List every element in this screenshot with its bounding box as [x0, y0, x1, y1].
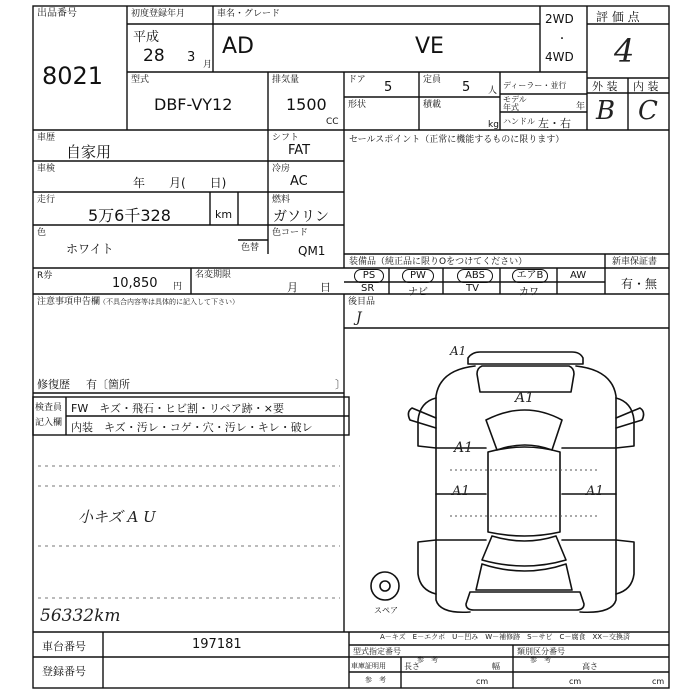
- inspector-line-interior: 内装 キズ・汚レ・コゲ・穴・汚レ・キレ・破レ: [71, 421, 313, 434]
- category-label: 類別区分番号: [517, 647, 565, 656]
- damage-legend: A－キズ E－エクボ U－凹み W－補修跡 S－サビ C－腐食 XX－交換済: [380, 633, 631, 641]
- equipment-pw: PW: [402, 269, 434, 283]
- damage-mark-right-door: A1: [586, 484, 604, 499]
- chassis-number-label: 車台番号: [42, 640, 86, 653]
- repaint-label: 色替: [241, 243, 260, 253]
- equipment-tv: TV: [466, 283, 479, 294]
- equipment-aw: AW: [570, 270, 587, 281]
- garage-cert-label: 車庫証明用: [351, 662, 386, 670]
- score: 4: [614, 32, 635, 70]
- width-label: 幅: [492, 662, 500, 671]
- type-designation-label: 型式指定番号: [353, 647, 401, 656]
- handwritten-mileage: 56332km: [40, 606, 121, 626]
- shift: FAT: [288, 143, 311, 158]
- garage-cert-ref: 参 考: [365, 676, 386, 684]
- model-year-label: モデル年式: [503, 95, 527, 112]
- inspection-value: 年 月( 日): [133, 176, 227, 190]
- inspector-handwritten-note: 小キズ A U: [78, 508, 156, 526]
- equipment-label: 装備品（純正品に限りOをつけてください）: [349, 257, 528, 267]
- exterior-label: 外 装: [592, 80, 618, 93]
- lot-number-label: 出品番号: [37, 8, 77, 19]
- type-label: 型式: [131, 75, 150, 85]
- usage-label: 車歴: [37, 133, 56, 143]
- name-change-label: 名変期限: [195, 270, 232, 280]
- notes-label: 注意事項申告欄: [37, 297, 101, 307]
- shift-label: シフト: [272, 133, 300, 143]
- recycle-label: R券: [37, 271, 53, 281]
- equipment-airbag: エアB: [512, 269, 548, 283]
- inspector-label-bottom: 記入欄: [35, 418, 63, 428]
- length-unit: cm: [476, 677, 489, 686]
- repair-history-value: 有〔箇所: [86, 378, 130, 391]
- notes-subtitle: （不具合内容等は具体的に記入して下さい）: [99, 298, 239, 306]
- inspection-label: 車検: [37, 164, 56, 174]
- shape-label: 形状: [348, 100, 367, 110]
- equipment-sr: SR: [361, 283, 375, 294]
- aircon-label: 冷房: [272, 164, 291, 174]
- first-registration-label: 初度登録年月: [131, 9, 186, 19]
- interior-label: 内 装: [633, 80, 659, 93]
- month-unit: 月: [203, 60, 213, 70]
- color-code: QM1: [298, 244, 326, 258]
- lot-number: 8021: [42, 62, 104, 90]
- rear-seat-mark: J: [356, 310, 362, 326]
- damage-mark-left-door: A1: [452, 484, 470, 499]
- repair-history-label: 修復歴: [37, 378, 70, 391]
- fuel-label: 燃料: [272, 195, 291, 205]
- dealer-label: ディーラー・並行: [503, 81, 567, 90]
- model-name: AD: [222, 34, 254, 59]
- drive-2wd: 2WD: [545, 12, 574, 26]
- length-label: 長さ: [404, 662, 420, 671]
- vehicle-type: DBF-VY12: [154, 95, 233, 114]
- repair-history-end: 〕: [335, 378, 346, 391]
- interior-grade: C: [638, 96, 658, 126]
- mileage-label: 走行: [37, 195, 56, 205]
- color-label: 色: [37, 228, 47, 238]
- equipment-navi: ナビ: [408, 287, 428, 298]
- mileage: 5万6千328: [88, 206, 171, 225]
- capacity-unit: 人: [488, 86, 498, 96]
- displacement: 1500: [286, 95, 327, 114]
- model-year-unit: 年: [576, 102, 586, 112]
- doors: 5: [384, 80, 393, 95]
- usage: 自家用: [66, 143, 112, 161]
- load-unit: kg: [488, 120, 499, 130]
- displacement-unit: CC: [326, 117, 339, 127]
- sales-points-label: セールスポイント（正常に機能するものに限ります）: [349, 135, 565, 145]
- color-code-label: 色コード: [272, 228, 309, 238]
- inspector-label-top: 検査員: [35, 403, 63, 413]
- category-ref: 参 考: [530, 656, 551, 664]
- handle-label: ハンドル: [503, 117, 535, 126]
- aircon: AC: [290, 174, 308, 189]
- recycle-fee: 10,850: [112, 276, 158, 291]
- rear-seat-label: 後目品: [348, 297, 376, 307]
- damage-mark-front: A1: [450, 344, 467, 358]
- warranty-label: 新車保証書: [612, 257, 658, 267]
- era: 平成: [133, 30, 160, 45]
- equipment-abs: ABS: [457, 269, 493, 283]
- drive-4wd: 4WD: [545, 50, 574, 64]
- displacement-label: 排気量: [272, 75, 300, 85]
- mileage-unit: km: [215, 208, 233, 221]
- capacity-label: 定員: [423, 75, 442, 85]
- recycle-unit: 円: [173, 282, 183, 292]
- load-label: 積載: [423, 100, 442, 110]
- doors-label: ドア: [348, 75, 366, 85]
- fuel: ガソリン: [273, 209, 329, 225]
- damage-mark-hood: A1: [515, 390, 535, 406]
- model-grade-label: 車名・グレード: [217, 9, 281, 19]
- name-change-value: 月 日: [287, 281, 331, 294]
- registration-year: 28: [143, 46, 165, 66]
- score-label: 評 価 点: [596, 10, 640, 24]
- damage-mark-front-door: A1: [454, 440, 474, 456]
- registration-number-label: 登録番号: [42, 665, 86, 678]
- equipment-ps: PS: [354, 269, 384, 283]
- grade: VE: [415, 34, 444, 59]
- height-unit: cm: [652, 677, 665, 686]
- registration-month: 3: [187, 50, 196, 65]
- color: ホワイト: [66, 242, 114, 256]
- chassis-number: 197181: [192, 637, 242, 652]
- handle-value: 左・右: [538, 117, 571, 130]
- exterior-grade: B: [596, 96, 616, 126]
- inspector-line-exterior: FW キズ・飛石・ヒビ割・リペア跡・×要: [71, 402, 284, 415]
- drive-separator: ・: [557, 34, 567, 45]
- type-designation-ref: 参 考: [417, 656, 438, 664]
- height-label: 高さ: [582, 662, 598, 671]
- warranty-value: 有・無: [621, 277, 658, 291]
- spare-tire-label: スペア: [374, 606, 398, 615]
- width-unit: cm: [569, 677, 582, 686]
- capacity: 5: [462, 80, 471, 95]
- equipment-leather: カワ: [519, 287, 539, 298]
